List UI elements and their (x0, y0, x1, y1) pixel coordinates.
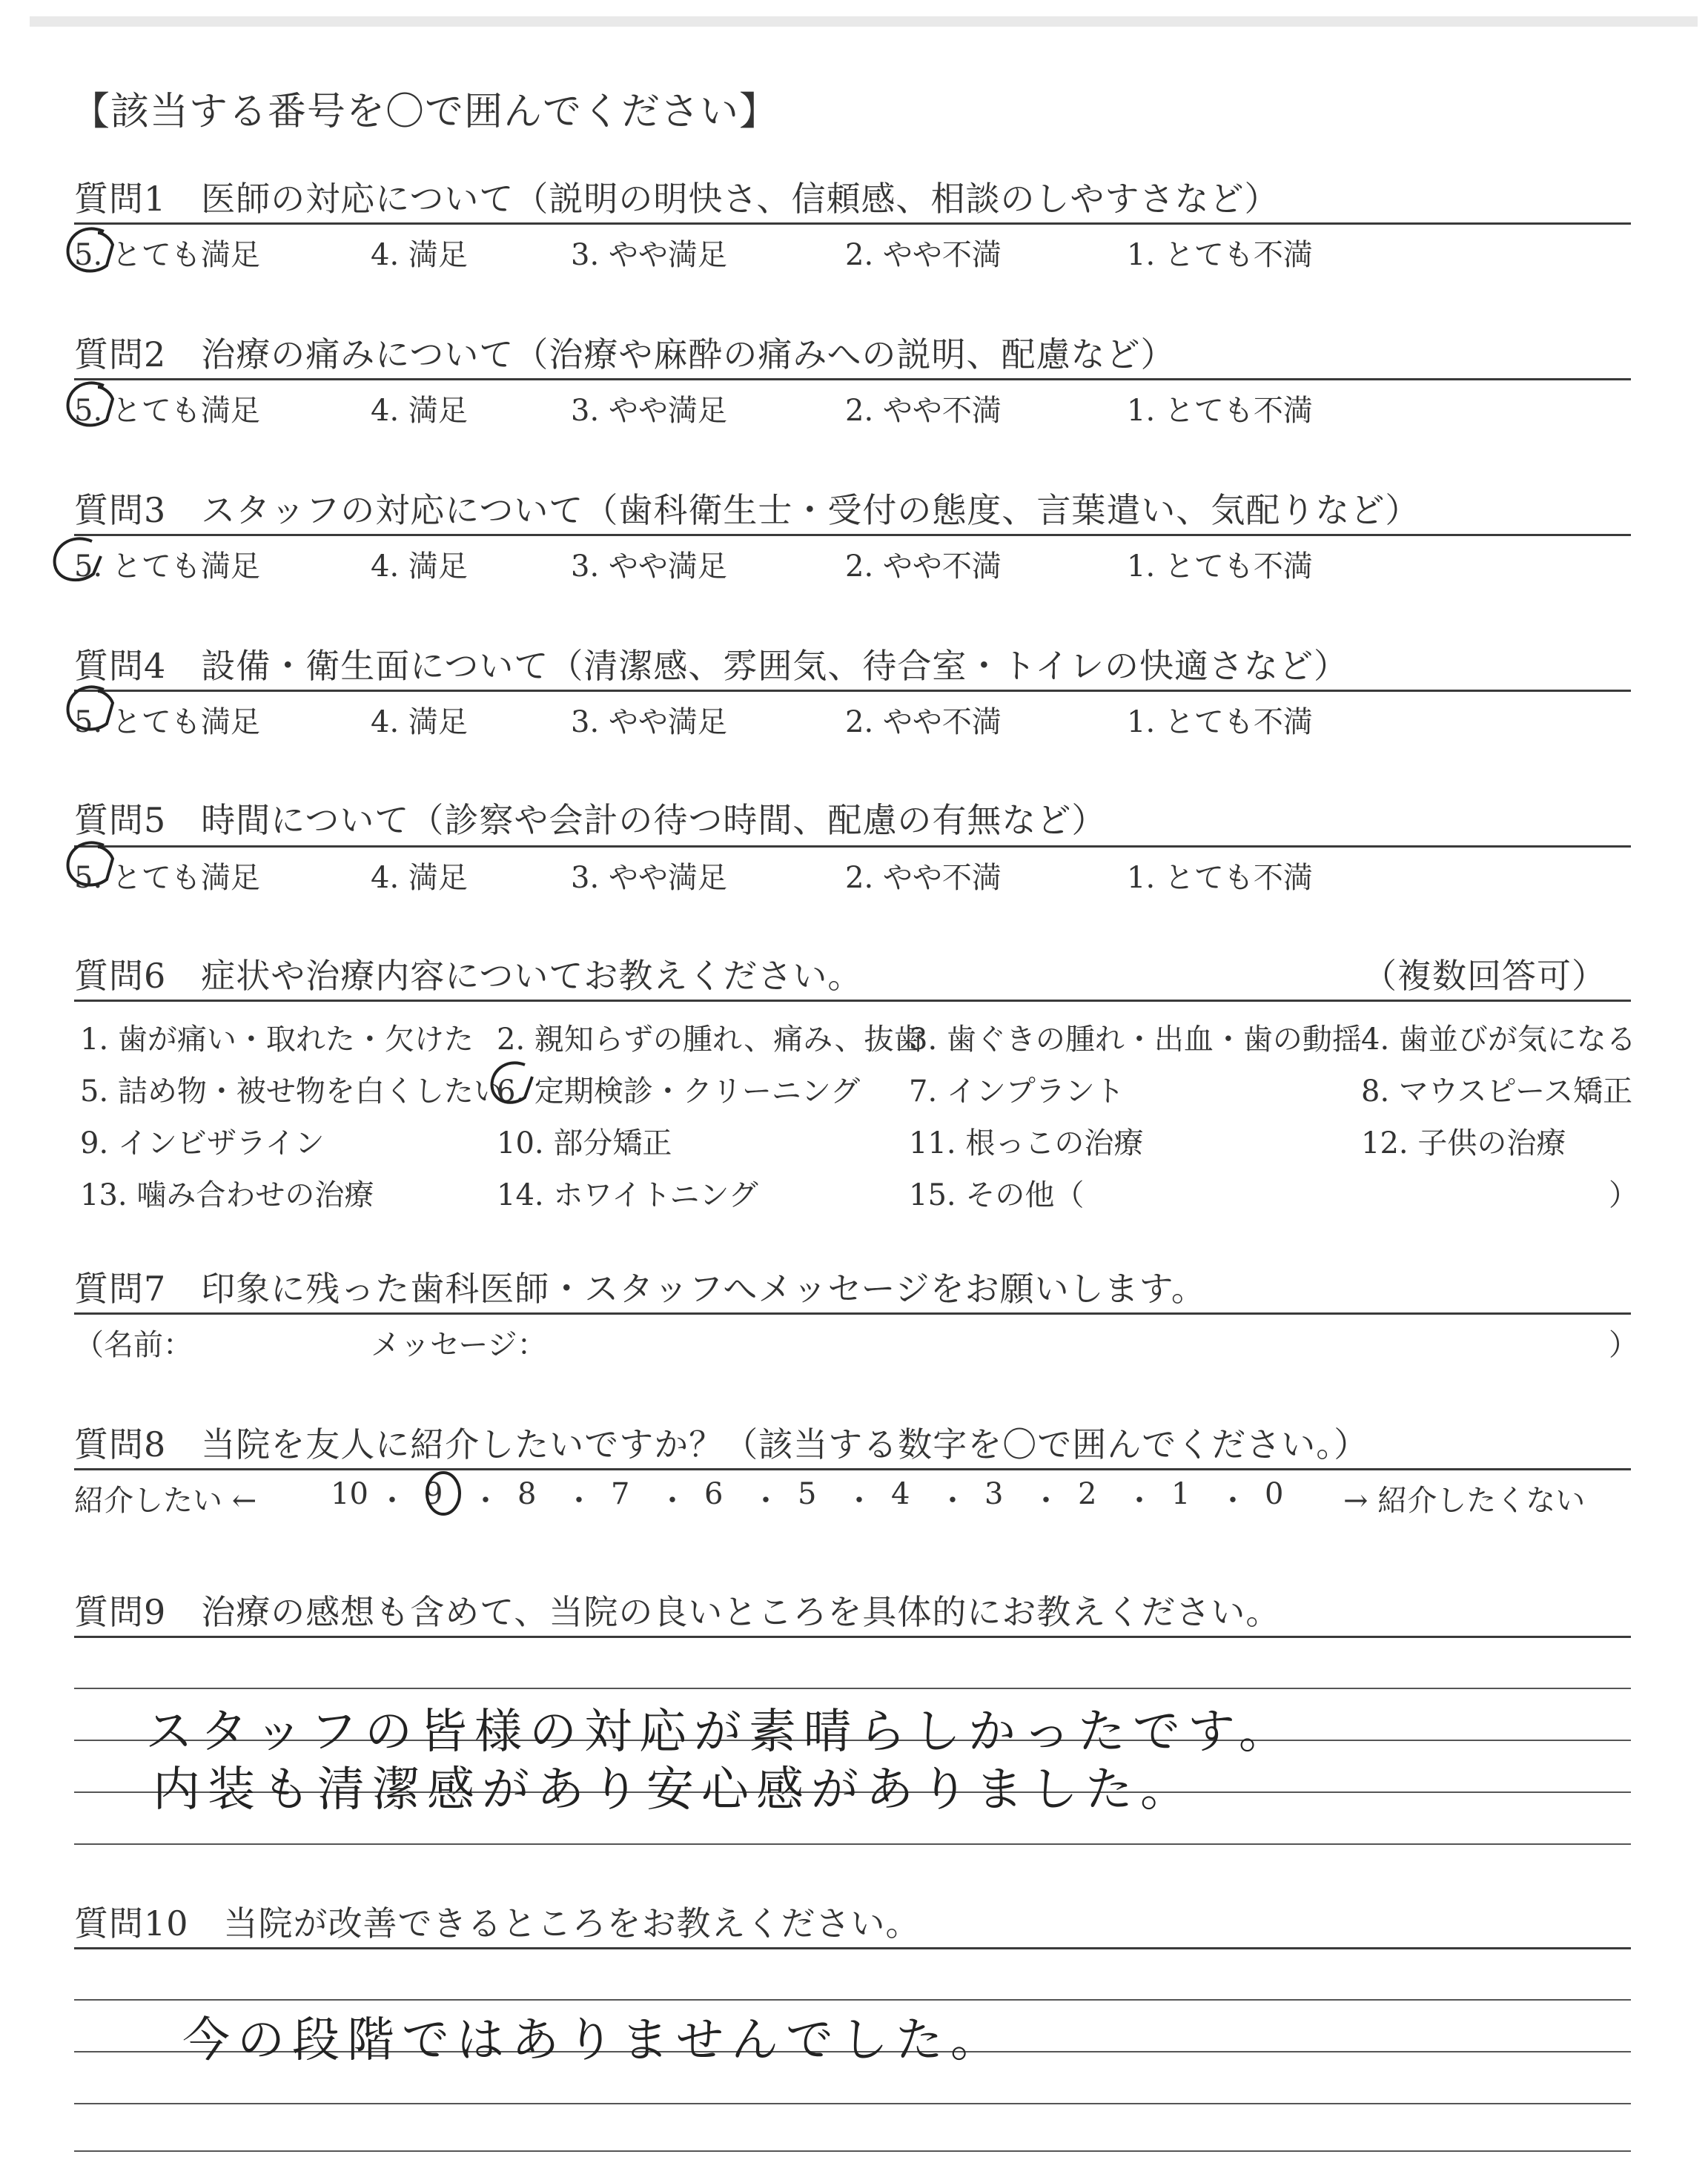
scale-separator: ・ (658, 1484, 687, 1518)
question-label: 質問3 (74, 490, 167, 530)
symptom-option[interactable]: 4. 歯並びが気になる (1361, 1023, 1636, 1057)
question-3-heading (74, 483, 1420, 532)
question-7-heading (74, 1262, 1206, 1311)
answer-line (74, 2150, 1631, 2152)
option-4[interactable]: 4. 満足 (371, 549, 468, 584)
option-2[interactable]: 2. やや不満 (845, 705, 1002, 739)
symptom-option[interactable]: 9. インビザライン (80, 1126, 325, 1160)
symptom-option[interactable]: 10. 部分矯正 (497, 1126, 672, 1160)
scale-value[interactable]: 0 (1265, 1477, 1284, 1511)
question-text: 印象に残った歯科医師・スタッフへメッセージをお願いします。 (201, 1269, 1206, 1309)
symptom-option[interactable]: 14. ホワイトニング (497, 1178, 758, 1212)
question-label: 質問6 (74, 956, 167, 996)
scale-value[interactable]: 10 (331, 1477, 368, 1511)
option-2[interactable]: 2. やや不満 (845, 549, 1002, 584)
option-1[interactable]: 1. とても不満 (1127, 861, 1313, 895)
scale-value[interactable]: 7 (611, 1477, 630, 1511)
question-6-heading (74, 949, 862, 998)
symptom-option[interactable]: 8. マウスピース矯正 (1361, 1074, 1633, 1109)
option-5[interactable]: 5. とても満足 (74, 705, 260, 739)
answer-line (74, 1688, 1631, 1689)
recommend-scale (0, 1477, 1708, 1522)
symptom-option[interactable]: 15. その他（ (909, 1178, 1085, 1212)
divider (74, 1312, 1631, 1315)
divider (74, 1000, 1631, 1002)
divider (74, 1636, 1631, 1638)
multi-answer-note: （複数回答可） (1363, 956, 1606, 996)
handwritten-answer: スタッフの皆様の対応が素晴らしかったです。 (145, 1705, 1294, 1760)
page-title: 【該当する番号を〇で囲んでください】 (71, 90, 779, 134)
symptom-option[interactable]: 3. 歯ぐきの腫れ・出血・歯の動揺 (909, 1023, 1362, 1057)
option-2[interactable]: 2. やや不満 (845, 861, 1002, 895)
option-4[interactable]: 4. 満足 (371, 861, 468, 895)
option-1[interactable]: 1. とても不満 (1127, 238, 1313, 272)
option-5[interactable]: 5. とても満足 (74, 238, 260, 272)
question-text: 症状や治療内容についてお教えください。 (201, 956, 863, 996)
question-text: 治療の感想も含めて、当院の良いところを具体的にお教えください。 (201, 1592, 1281, 1632)
scale-right-label: → 紹介したくない (1343, 1484, 1586, 1518)
option-1[interactable]: 1. とても不満 (1127, 549, 1313, 584)
handwritten-answer: 内装も清潔感があり安心感がありました。 (153, 1763, 1195, 1817)
question-text: 医師の対応について（説明の明快さ、信頼感、相談のしやすさなど） (201, 179, 1280, 219)
handwritten-answer: 今の段階ではありませんでした。 (182, 2013, 1005, 2068)
scale-separator: ・ (1031, 1484, 1061, 1518)
option-4[interactable]: 4. 満足 (371, 705, 468, 739)
question-text: スタッフの対応について（歯科衛生士・受付の態度、言葉遣い、気配りなど） (201, 490, 1420, 530)
question-4-heading (74, 639, 1348, 688)
scale-separator: ・ (1218, 1484, 1248, 1518)
question-text: 設備・衛生面について（清潔感、雰囲気、待合室・トイレの快適さなど） (201, 646, 1349, 686)
question-1-heading (74, 172, 1280, 221)
scale-value[interactable]: 3 (984, 1477, 1004, 1511)
option-3[interactable]: 3. やや満足 (571, 549, 727, 584)
answer-line (74, 1999, 1631, 2001)
scale-value[interactable]: 4 (891, 1477, 910, 1511)
symptom-option[interactable]: 1. 歯が痛い・取れた・欠けた (80, 1023, 474, 1057)
answer-line (74, 2103, 1631, 2104)
scale-separator: ・ (751, 1484, 781, 1518)
question-label: 質問7 (74, 1269, 167, 1309)
question-label: 質問1 (74, 179, 167, 219)
question-3-options (0, 543, 1708, 587)
divider (74, 534, 1631, 536)
question-9-heading (74, 1585, 1280, 1634)
symptom-option[interactable]: 7. インプラント (909, 1074, 1125, 1109)
scale-value[interactable]: 1 (1171, 1477, 1191, 1511)
scale-value[interactable]: 6 (704, 1477, 724, 1511)
answer-line (74, 1843, 1631, 1845)
question-5-options (0, 854, 1708, 899)
option-2[interactable]: 2. やや不満 (845, 238, 1002, 272)
message-close-paren: ） (1609, 1328, 1638, 1362)
scale-left-label: 紹介したい ← (74, 1484, 257, 1518)
question-8-heading (74, 1418, 1368, 1467)
question-label: 質問5 (74, 800, 167, 840)
symptom-option[interactable]: 11. 根っこの治療 (909, 1126, 1144, 1160)
scale-value[interactable]: 2 (1078, 1477, 1097, 1511)
question-text: 当院を友人に紹介したいですか？（該当する数字を〇で囲んでください。） (201, 1424, 1369, 1464)
divider (74, 378, 1631, 380)
scale-separator: ・ (471, 1484, 500, 1518)
scan-shadow (30, 16, 1698, 27)
scale-separator: ・ (844, 1484, 874, 1518)
question-5-heading (74, 793, 1106, 842)
option-2[interactable]: 2. やや不満 (845, 394, 1002, 428)
option-3[interactable]: 3. やや満足 (571, 861, 727, 895)
scale-separator: ・ (377, 1484, 407, 1518)
question-label: 質問9 (74, 1592, 167, 1632)
scale-separator: ・ (564, 1484, 594, 1518)
option-1[interactable]: 1. とても不満 (1127, 394, 1313, 428)
other-close-paren: ） (1609, 1178, 1638, 1212)
question-2-options (0, 387, 1708, 432)
option-5[interactable]: 5. とても満足 (74, 394, 260, 428)
option-4[interactable]: 4. 満足 (371, 394, 468, 428)
symptom-option[interactable]: 2. 親知らずの腫れ、痛み、抜歯 (497, 1023, 924, 1057)
question-2-heading (74, 328, 1175, 377)
scale-separator: ・ (938, 1484, 967, 1518)
symptom-option[interactable]: 5. 詰め物・被せ物を白くしたい (80, 1074, 503, 1109)
symptom-option[interactable]: 13. 噛み合わせの治療 (80, 1178, 374, 1212)
option-5[interactable]: 5. とても満足 (74, 549, 260, 584)
divider (74, 222, 1631, 225)
question-text: 当院が改善できるところをお教えください。 (223, 1903, 921, 1943)
option-3[interactable]: 3. やや満足 (571, 394, 727, 428)
scale-separator: ・ (1125, 1484, 1154, 1518)
divider (74, 1947, 1631, 1949)
divider (74, 690, 1631, 692)
name-field-label: （名前： (74, 1328, 193, 1362)
symptom-option[interactable]: 6. 定期検診・クリーニング (497, 1074, 861, 1109)
question-text: 治療の痛みについて（治療や麻酔の痛みへの説明、配慮など） (201, 334, 1176, 374)
option-1[interactable]: 1. とても不満 (1127, 705, 1313, 739)
question-1-options (0, 231, 1708, 276)
option-5[interactable]: 5. とても満足 (74, 861, 260, 895)
message-field-label: メッセージ： (371, 1328, 547, 1362)
divider (74, 845, 1631, 848)
question-label: 質問4 (74, 646, 167, 686)
scale-value[interactable]: 8 (517, 1477, 537, 1511)
option-3[interactable]: 3. やや満足 (571, 705, 727, 739)
question-10-heading (74, 1897, 921, 1946)
divider (74, 1468, 1631, 1470)
scale-value[interactable]: 5 (798, 1477, 817, 1511)
question-label: 質問10 (74, 1903, 189, 1943)
question-text: 時間について（診察や会計の待つ時間、配慮の有無など） (201, 800, 1107, 840)
scale-value[interactable]: 9 (424, 1477, 443, 1511)
question-4-options (0, 698, 1708, 743)
question-label: 質問8 (74, 1424, 167, 1464)
option-3[interactable]: 3. やや満足 (571, 238, 727, 272)
question-label: 質問2 (74, 334, 167, 374)
symptom-option[interactable]: 12. 子供の治療 (1361, 1126, 1566, 1160)
option-4[interactable]: 4. 満足 (371, 238, 468, 272)
